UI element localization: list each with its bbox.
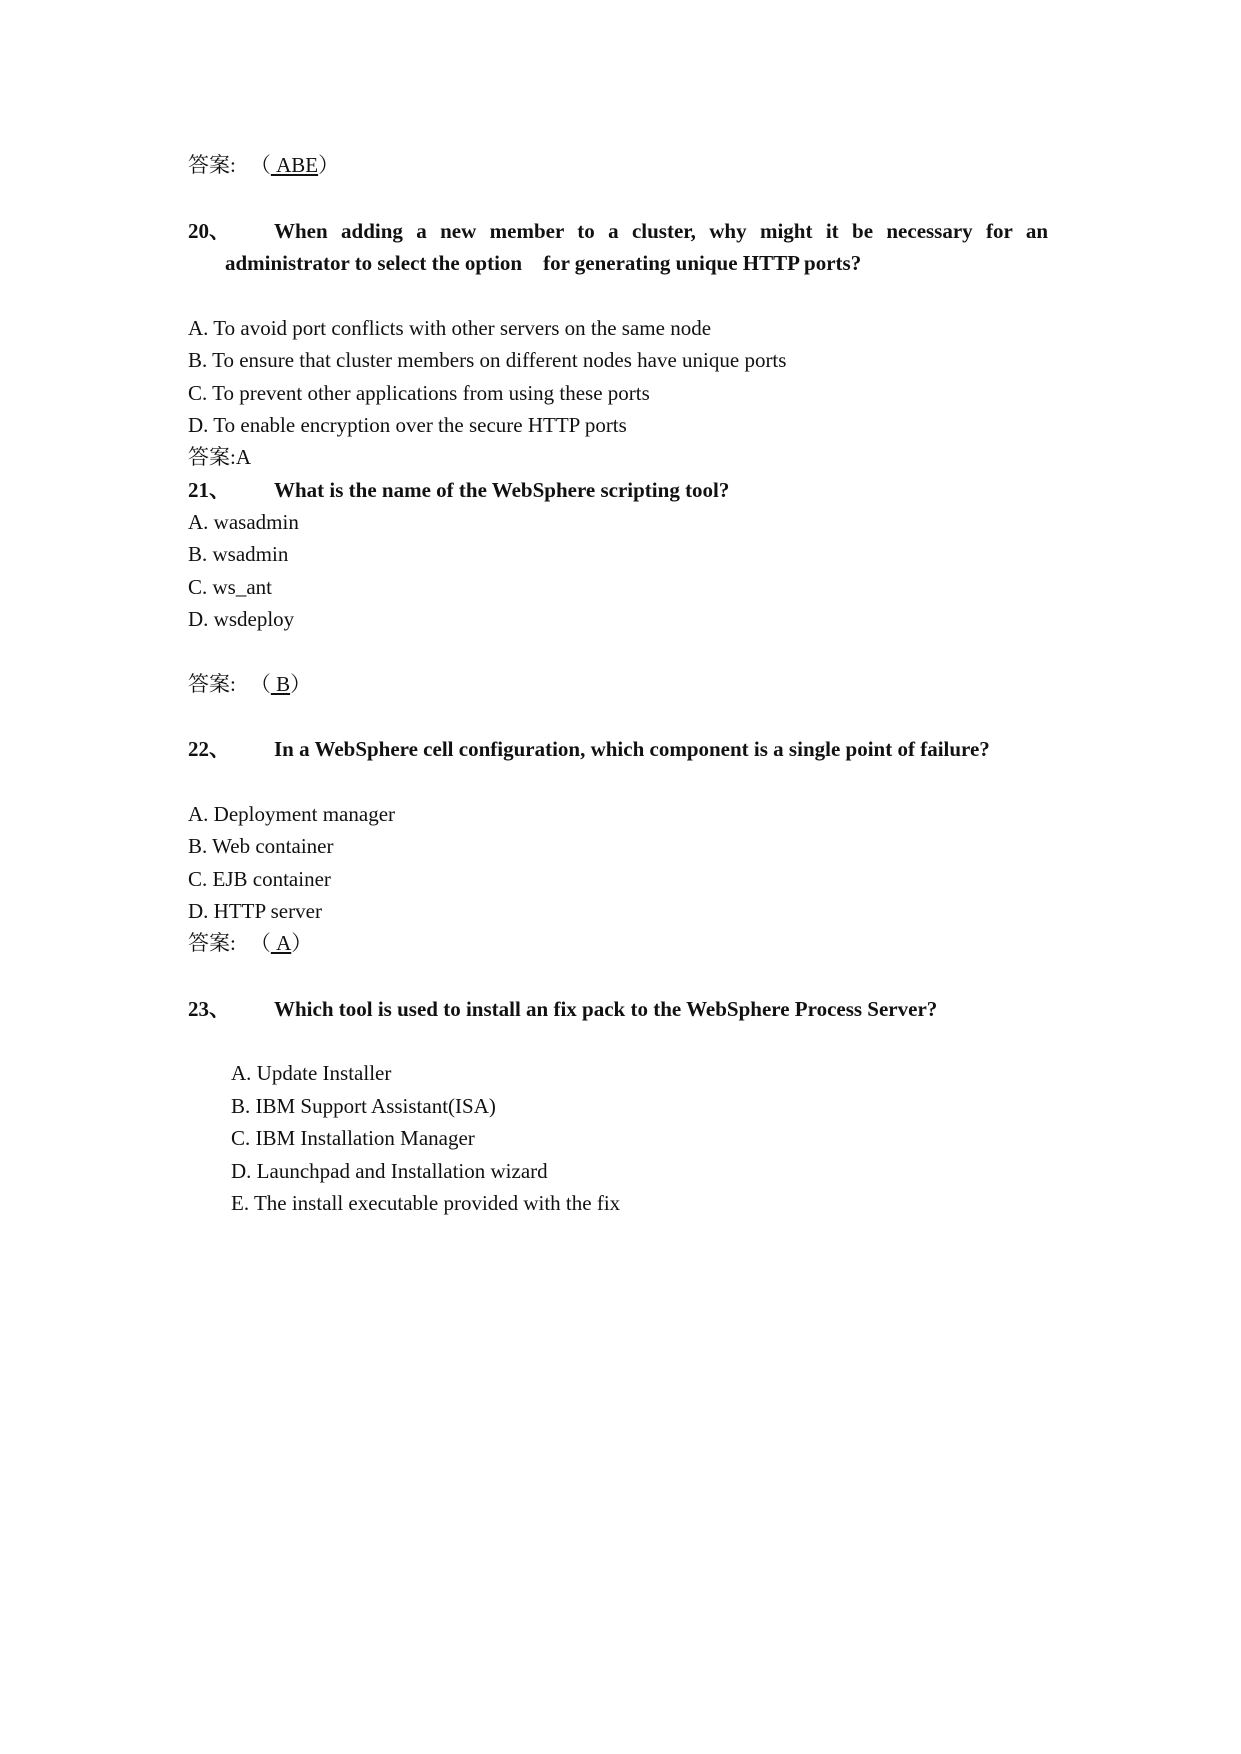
answer-value: B (270, 672, 291, 696)
option-e: E. The install executable provided with the fix (231, 1191, 621, 1215)
option-a: A. Update Installer (231, 1061, 392, 1085)
answer-value: A (270, 931, 292, 955)
option-a: A. wasadmin (188, 510, 299, 534)
option-d: D. Launchpad and Installation wizard (231, 1159, 548, 1183)
option-b: B. IBM Support Assistant(ISA) (231, 1094, 496, 1118)
option-b: B. wsadmin (188, 542, 289, 566)
answer-paren-close: ） (318, 153, 340, 177)
question-text: What is the name of the WebSphere scripting tool? (274, 478, 730, 502)
answer-paren-open: （ (249, 153, 271, 177)
option-c: C. EJB container (188, 867, 331, 891)
answer-value: ABE (270, 153, 319, 177)
question-text: In a WebSphere cell configuration, which component is a single point of failure? (274, 737, 990, 761)
option-c: C. ws_ant (188, 575, 272, 599)
answer-paren-close: ） (290, 672, 312, 696)
question-20-line1 (188, 218, 1048, 244)
question-22 (188, 736, 990, 762)
previous-answer (188, 152, 339, 178)
option-a: A. To avoid port conflicts with other servers on the same node (188, 316, 712, 340)
option-a: A. Deployment manager (188, 802, 396, 826)
question-text: When adding a new member to a cluster, why might it be necessary for an (274, 219, 1048, 243)
question-21-answer (188, 671, 311, 697)
answer-paren-close: ） (291, 931, 313, 955)
question-number: 21、 (188, 478, 230, 502)
option-b: B. Web container (188, 834, 334, 858)
question-20-answer: 答案:A (188, 445, 251, 469)
question-number: 22、 (188, 737, 230, 761)
answer-label: 答案: (188, 931, 236, 955)
option-b: B. To ensure that cluster members on different nodes have unique ports (188, 348, 787, 372)
option-c: C. To prevent other applications from using these ports (188, 381, 650, 405)
option-c: C. IBM Installation Manager (231, 1126, 475, 1150)
question-20-line2: administrator to select the option for generating unique HTTP ports? (225, 251, 862, 275)
option-d: D. HTTP server (188, 899, 322, 923)
answer-label: 答案: (188, 672, 236, 696)
answer-paren-open: （ (249, 672, 271, 696)
question-21 (188, 477, 729, 503)
option-d: D. To enable encryption over the secure HTTP ports (188, 413, 627, 437)
question-number: 23、 (188, 997, 230, 1021)
question-number: 20、 (188, 219, 230, 243)
question-text: Which tool is used to install an fix pack to the WebSphere Process Server? (274, 997, 938, 1021)
answer-paren-open: （ (249, 931, 271, 955)
question-22-answer (188, 930, 312, 956)
option-d: D. wsdeploy (188, 607, 295, 631)
question-23 (188, 996, 937, 1022)
answer-label: 答案: (188, 153, 236, 177)
